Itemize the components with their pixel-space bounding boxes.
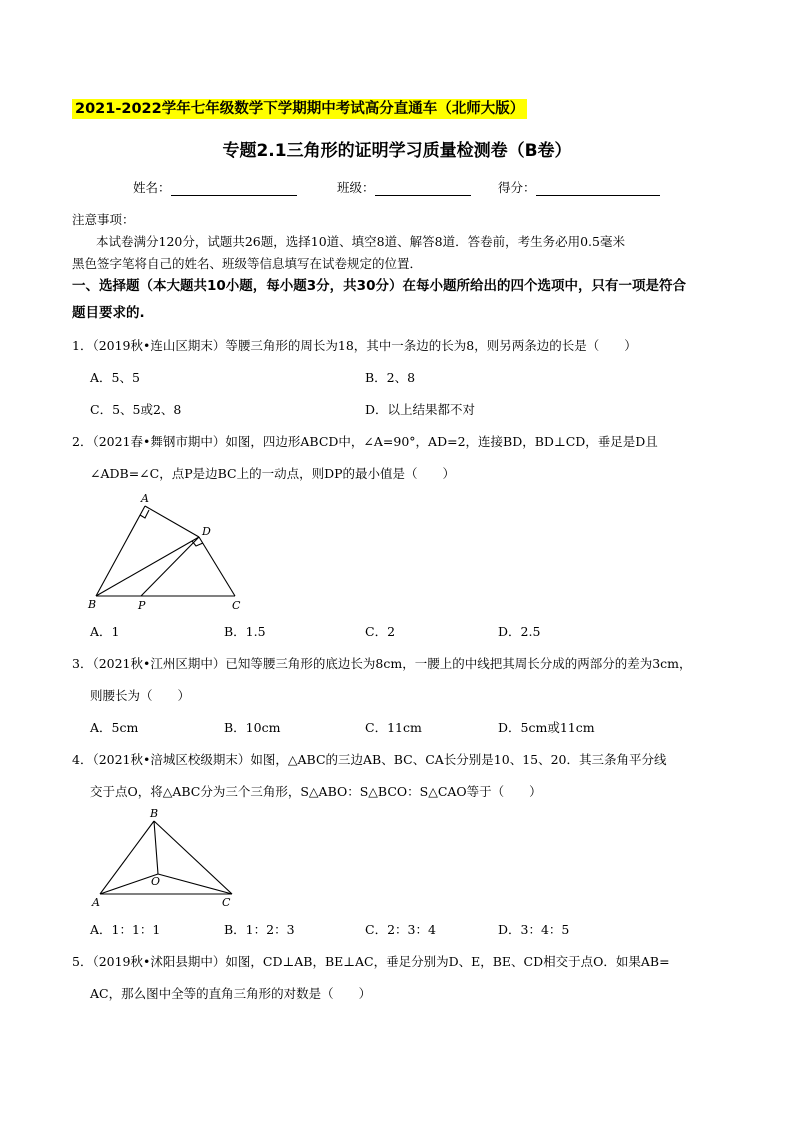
- q1-option-b: B．2、8: [365, 370, 416, 385]
- q3-stem-2: 则腰长为（ ）: [90, 688, 191, 703]
- q2-label-c: C: [232, 599, 241, 612]
- q3-option-c: C．11cm: [365, 720, 422, 735]
- q1-stem: 1．（2019秋•连山区期末）等腰三角形的周长为18，其中一条边的长为8，则另两条边的长是（ ）: [72, 338, 637, 353]
- q4-option-b: B．1：2：3: [224, 922, 295, 937]
- notes-line-1: 本试卷满分120分，试题共26题，选择10道、填空8道、解答8道．答卷前，考生务必用0.5毫米: [96, 234, 625, 249]
- q4-label-b: B: [150, 807, 159, 820]
- q4-stem-1: 4．（2021秋•涪城区校级期末）如图，△ABC的三边AB、BC、CA长分别是10、15、20．其三条角平分线: [72, 752, 667, 767]
- class-label: 班级：: [337, 180, 375, 195]
- q4-option-c: C．2：3：4: [365, 922, 436, 937]
- q2-option-d: D．2.5: [498, 624, 541, 639]
- q2-option-c: C．2: [365, 624, 396, 639]
- notes-heading: 注意事项：: [72, 212, 135, 227]
- section-heading-2: 题目要求的.: [72, 305, 145, 321]
- q2-label-a: A: [141, 492, 149, 505]
- q4-label-c: C: [222, 896, 231, 909]
- q4-option-a: A．1：1：1: [90, 922, 161, 937]
- q2-stem-1: 2．（2021春•舞钢市期中）如图，四边形ABCD中，∠A=90°，AD=2，连接BD，BD⊥CD，垂足是D且: [72, 434, 658, 449]
- q2-label-b: B: [88, 598, 97, 611]
- q3-option-d: D．5cm或11cm: [498, 720, 595, 735]
- class-blank: [375, 181, 471, 196]
- score-blank: [536, 181, 660, 196]
- name-label: 姓名：: [133, 180, 171, 195]
- q4-stem-2: 交于点O，将△ABC分为三个三角形，S△ABO：S△BCO：S△CAO等于（ ）: [90, 784, 542, 799]
- notes-line-2: 黑色签字笔将自己的姓名、班级等信息填写在试卷规定的位置．: [72, 256, 423, 271]
- name-blank: [171, 181, 297, 196]
- q2-stem-2: ∠ADB=∠C，点P是边BC上的一动点，则DP的最小值是（ ）: [90, 466, 456, 481]
- q5-stem-1: 5．（2019秋•沭阳县期中）如图，CD⊥AB，BE⊥AC，垂足分别为D、E，BE、CD相交于点O．如果AB=: [72, 954, 670, 969]
- q5-stem-2: AC，那么图中全等的直角三角形的对数是（ ）: [90, 986, 372, 1001]
- header-banner: 2021-2022学年七年级数学下学期期中考试高分直通车（北师大版）: [72, 99, 527, 119]
- q2-option-a: A．1: [90, 624, 120, 639]
- q4-figure: [88, 806, 248, 910]
- q2-label-d: D: [202, 525, 211, 538]
- q2-label-p: P: [138, 599, 146, 612]
- score-label: 得分：: [498, 180, 536, 195]
- score-field: [498, 178, 660, 196]
- name-field: [133, 178, 297, 196]
- class-field: [337, 178, 471, 196]
- q1-option-d: D．以上结果都不对: [365, 402, 476, 417]
- q2-option-b: B．1.5: [224, 624, 266, 639]
- section-heading-1: 一、选择题（本大题共10小题，每小题3分，共30分）在每小题所给出的四个选项中，只有一项是符合: [72, 278, 686, 294]
- q4-label-o: O: [151, 875, 161, 888]
- q3-option-a: A．5cm: [90, 720, 139, 735]
- q1-option-c: C．5、5或2、8: [90, 402, 182, 417]
- q2-figure: [86, 488, 256, 612]
- page-title: 专题2.1三角形的证明学习质量检测卷（B卷）: [222, 141, 572, 161]
- q4-label-a: A: [92, 896, 100, 909]
- q1-option-a: A．5、5: [90, 370, 140, 385]
- q3-stem-1: 3．（2021秋•江州区期中）已知等腰三角形的底边长为8cm，一腰上的中线把其周长分成的两部分的差为3cm，: [72, 656, 692, 671]
- q3-option-b: B．10cm: [224, 720, 281, 735]
- q4-option-d: D．3：4：5: [498, 922, 570, 937]
